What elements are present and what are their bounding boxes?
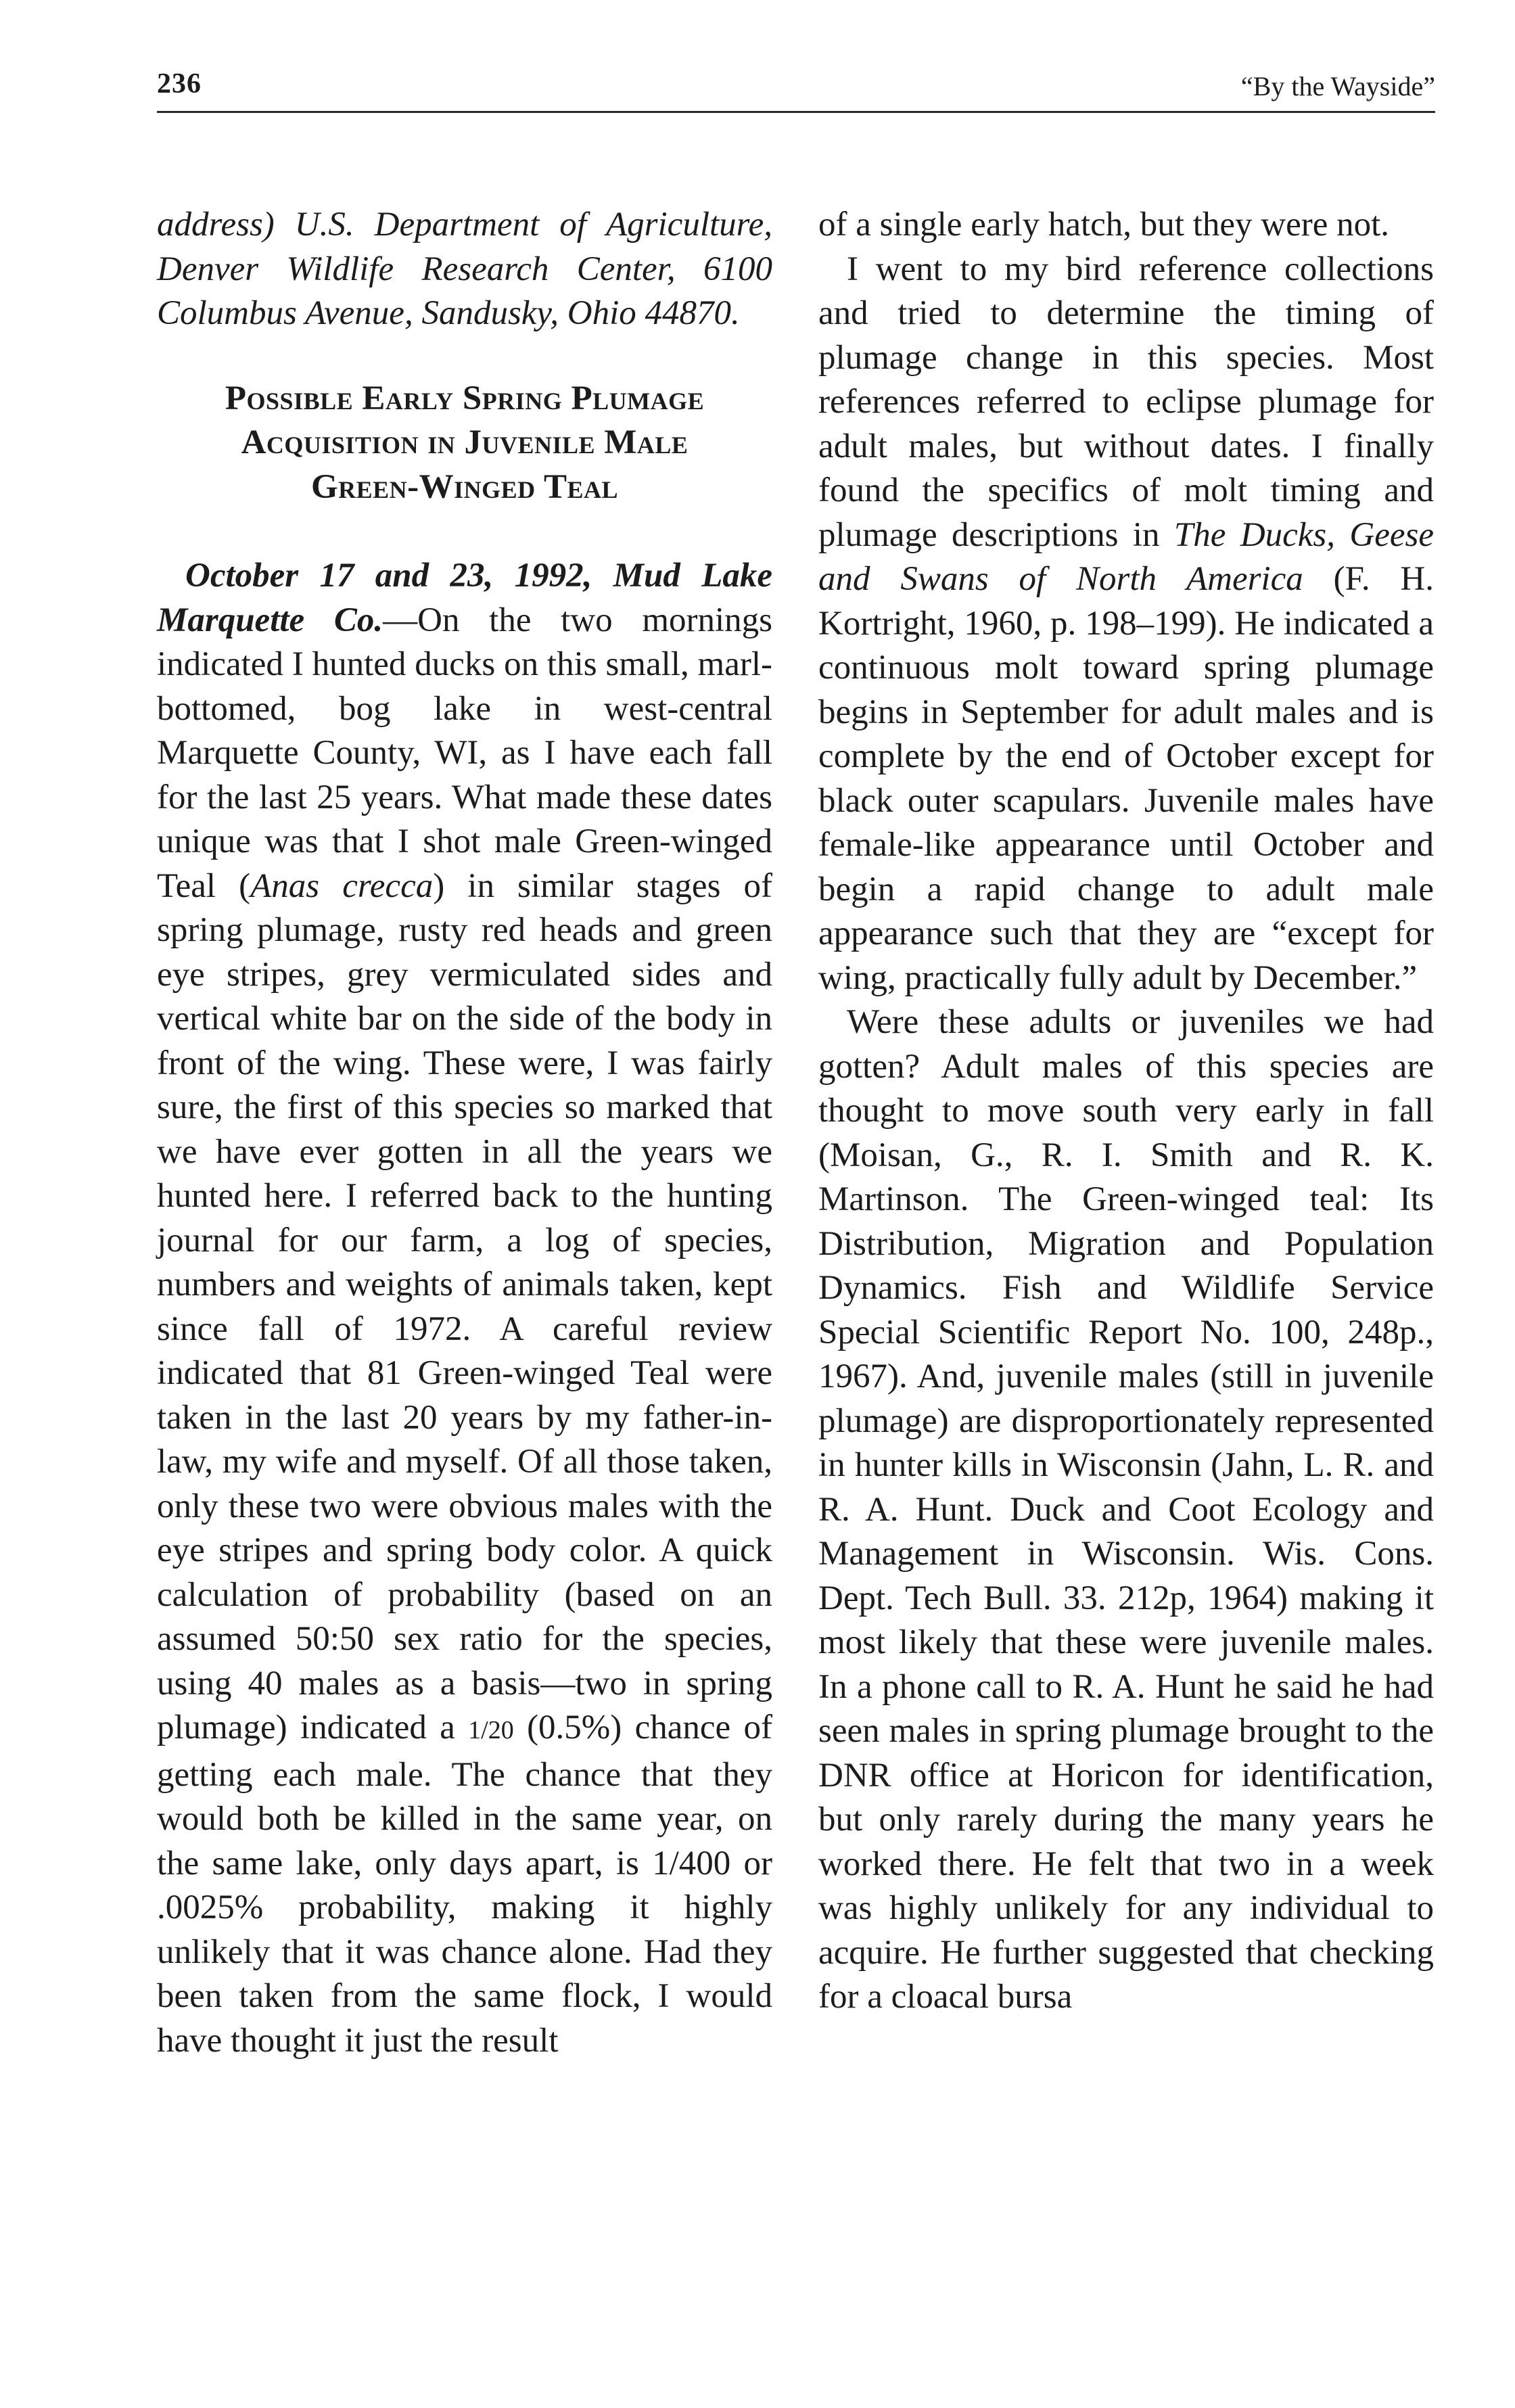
paragraph-text: I went to my bird reference collections and tried to determine the timing of plumage change in this species. Most references referred to eclipse plumage for adult males, but without dates. I finally found the specifics of molt timing and plumage descriptions in xyxy=(818,250,1434,554)
page-number: 236 xyxy=(157,68,202,99)
dateline: October 17 and 23, 1992, Mud Lake Marquette Co. xyxy=(157,557,772,639)
paragraph-text: (0.5%) chance of getting each male. The chance that they would both be killed in the same year, on the same lake, only days apart, is 1/400 or .0025% probability, making it highly unlikely that it was chance alone. Had they been taken from the same flock, I would have thought it just the result xyxy=(157,1709,772,2060)
right-column xyxy=(818,203,1434,2020)
probability-fraction: 1/20 xyxy=(468,1716,514,1744)
title-line-3: Green-Winged Teal xyxy=(310,467,619,506)
body-paragraph-1-continued: of a single early hatch, but they were not. xyxy=(818,206,1390,244)
body-paragraph-2 xyxy=(818,248,1434,1001)
body-paragraph-3: Were these adults or juveniles we had gotten? Adult males of this species are thought to move south very early in fall (Moisan, G., R. I. Smith and R. K. Martinson. The Green-winged teal: Its Distribution, Migration and Population Dynamics. Fish and Wildlife Service Special Scientific Report No. 100, 248p., 1967). And, juvenile males (still in juvenile plumage) are disproportionately represented in hunter kills in Wisconsin (Jahn, L. R. and R. A. Hunt. Duck and Coot Ecology and Management in Wisconsin. Wis. Cons. Dept. Tech Bull. 33. 212p, 1964) making it most likely that these were juvenile males. In a phone call to R. A. Hunt he said he had seen males in spring plumage brought to the DNR office at Horicon for identification, but only rarely during the many years he worked there. He felt that two in a week was highly unlikely for any individual to acquire. He further suggested that checking for a cloacal bursa xyxy=(818,1003,1434,2016)
paragraph-text: ) in similar stages of spring plumage, rusty red heads and green eye stripes, grey vermiculated sides and vertical white bar on the side of the body in front of the wing. These were, I was fairly sure, the first of this species so marked that we have ever gotten in all the years we hunted here. I referred back to the hunting journal for our farm, a log of species, numbers and weights of animals taken, kept since fall of 1972. A careful review indicated that 81 Green-winged Teal were taken in the last 20 years by my father-in-law, my wife and myself. Of all those taken, only these two were obvious males with the eye stripes and spring body color. A quick calculation of probability (based on an assumed 50:50 sex ratio for the species, using 40 males as a basis—two in spring plumage) indicated a xyxy=(157,866,772,1746)
species-name: Anas crecca xyxy=(250,866,434,905)
title-line-2: Acquisition in Juvenile Male xyxy=(241,423,689,461)
running-head: “By the Wayside” xyxy=(1240,71,1435,101)
paragraph-text: —On the two mornings indicated I hunted ducks on this small, marl-bottomed, bog lake in west-central Marquette County, WI, as I have each fall for the last 25 years. What made these dates unique was that I shot male Green-winged Teal ( xyxy=(157,601,772,905)
title-line-1: Possible Early Spring Plumage xyxy=(225,379,705,417)
article-title xyxy=(157,377,772,510)
page-header xyxy=(157,62,1435,113)
paragraph-text: (F. H. Kortright, 1960, p. 198–199). He indicated a continuous molt toward spring plumage begins in September for adult males and is complete by the end of October except for black outer scapulars. Juvenile males have female-like appearance until October and begin a rapid change to adult male appearance such that they are “except for wing, practically fully adult by December.” xyxy=(818,560,1435,997)
body-paragraph-1 xyxy=(157,554,772,2063)
book-title: The Ducks, Geese and Swans of North America xyxy=(818,515,1434,598)
author-address: address) U.S. Department of Agriculture, Denver Wildlife Research Center, 6100 Columbus Avenue, Sandusky, Ohio 44870. xyxy=(157,206,772,332)
left-column xyxy=(157,203,772,2063)
